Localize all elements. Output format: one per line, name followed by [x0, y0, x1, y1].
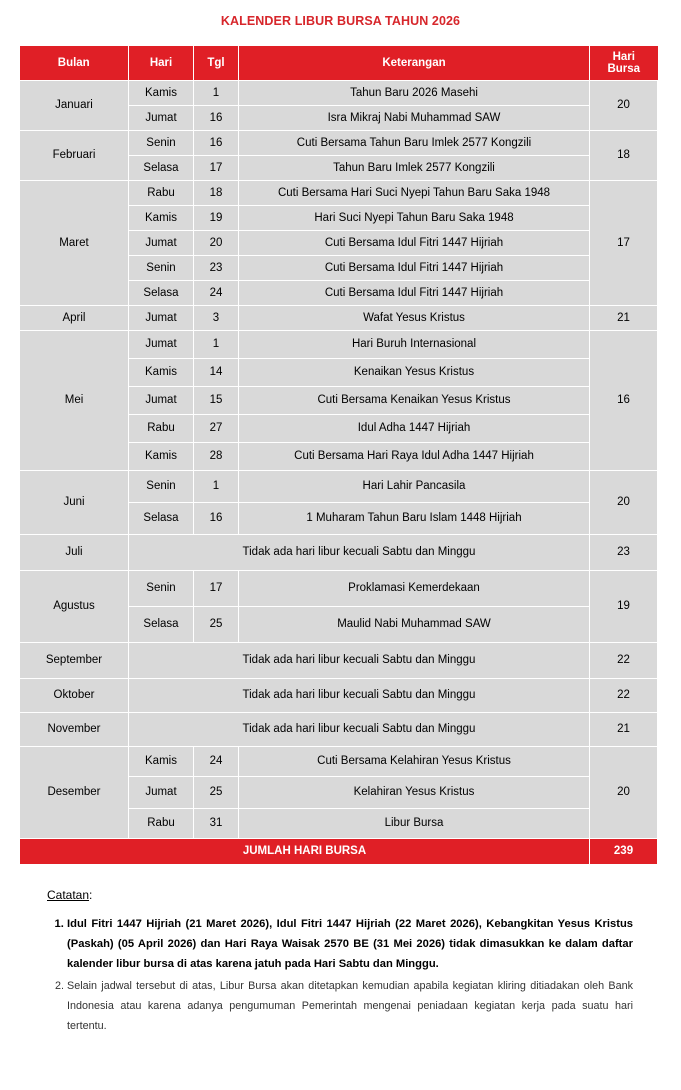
date-cell: 25 — [194, 776, 239, 808]
day-cell: Kamis — [129, 746, 194, 776]
trading-days-cell: 19 — [590, 570, 658, 642]
description-cell: Cuti Bersama Tahun Baru Imlek 2577 Kongzili — [239, 130, 590, 155]
description-cell: Hari Lahir Pancasila — [239, 470, 590, 502]
day-cell: Selasa — [129, 155, 194, 180]
trading-days-cell: 17 — [590, 180, 658, 305]
table-row — [20, 746, 658, 776]
day-cell: Jumat — [129, 305, 194, 330]
date-cell: 18 — [194, 180, 239, 205]
table-row — [20, 330, 658, 358]
trading-days-cell: 22 — [590, 642, 658, 678]
table-header-row — [20, 46, 658, 80]
header-keterangan: Keterangan — [239, 46, 590, 80]
note-item: 1. Idul Fitri 1447 Hijriah (21 Maret 2026), Idul Fitri 1447 Hijriah (22 Maret 2026), Kebangkitan Yesus Kristus (Paskah) (05 April 2026) dan Hari Raya Waisak 2570 BE (31 Mei 2026) tidak dimasukkan ke dalam daftar kalender libur bursa di atas karena jatuh pada Hari Sabtu dan Minggu. — [67, 914, 633, 974]
description-cell: Cuti Bersama Idul Fitri 1447 Hijriah — [239, 280, 590, 305]
total-label: JUMLAH HARI BURSA — [20, 838, 590, 864]
description-cell: Hari Buruh Internasional — [239, 330, 590, 358]
description-cell: Idul Adha 1447 Hijriah — [239, 414, 590, 442]
trading-days-cell: 22 — [590, 678, 658, 712]
description-cell: Kenaikan Yesus Kristus — [239, 358, 590, 386]
day-cell: Jumat — [129, 386, 194, 414]
date-cell: 23 — [194, 255, 239, 280]
description-cell: Cuti Bersama Kenaikan Yesus Kristus — [239, 386, 590, 414]
day-cell: Kamis — [129, 205, 194, 230]
date-cell: 1 — [194, 330, 239, 358]
no-holiday-cell: Tidak ada hari libur kecuali Sabtu dan Minggu — [129, 712, 590, 746]
month-name-cell: Juni — [20, 470, 129, 534]
table-row — [20, 570, 658, 606]
day-cell: Senin — [129, 470, 194, 502]
table-row — [20, 130, 658, 155]
description-cell: Cuti Bersama Kelahiran Yesus Kristus — [239, 746, 590, 776]
day-cell: Kamis — [129, 358, 194, 386]
table-row — [20, 180, 658, 205]
page-title: KALENDER LIBUR BURSA TAHUN 2026 — [220, 14, 461, 28]
description-cell: Proklamasi Kemerdekaan — [239, 570, 590, 606]
table-row — [20, 470, 658, 502]
month-name-cell: Oktober — [20, 678, 129, 712]
date-cell: 17 — [194, 570, 239, 606]
trading-days-cell: 20 — [590, 80, 658, 130]
date-cell: 31 — [194, 808, 239, 838]
date-cell: 19 — [194, 205, 239, 230]
day-cell: Selasa — [129, 606, 194, 642]
total-value: 239 — [590, 838, 658, 864]
month-name-cell: November — [20, 712, 129, 746]
month-name-cell: Agustus — [20, 570, 129, 642]
table-row — [20, 80, 658, 105]
description-cell: Cuti Bersama Idul Fitri 1447 Hijriah — [239, 230, 590, 255]
description-cell: Tahun Baru Imlek 2577 Kongzili — [239, 155, 590, 180]
day-cell: Senin — [129, 570, 194, 606]
day-cell: Selasa — [129, 502, 194, 534]
date-cell: 14 — [194, 358, 239, 386]
date-cell: 20 — [194, 230, 239, 255]
day-cell: Jumat — [129, 776, 194, 808]
day-cell: Rabu — [129, 414, 194, 442]
day-cell: Jumat — [129, 105, 194, 130]
trading-days-cell: 20 — [590, 470, 658, 534]
note-item: 2. Selain jadwal tersebut di atas, Libur Bursa akan ditetapkan kemudian apabila kegiatan kliring ditiadakan oleh Bank Indonesia atau karena adanya pengumuman Pemerintah mengenai peniadaan kegiatan kerja pada suatu hari tertentu. — [67, 976, 633, 1036]
date-cell: 1 — [194, 470, 239, 502]
table-row — [20, 712, 658, 746]
day-cell: Kamis — [129, 442, 194, 470]
date-cell: 24 — [194, 280, 239, 305]
date-cell: 25 — [194, 606, 239, 642]
trading-days-cell: 23 — [590, 534, 658, 570]
description-cell: Wafat Yesus Kristus — [239, 305, 590, 330]
day-cell: Rabu — [129, 808, 194, 838]
month-name-cell: Januari — [20, 80, 129, 130]
trading-days-cell: 20 — [590, 746, 658, 838]
day-cell: Rabu — [129, 180, 194, 205]
month-name-cell: Mei — [20, 330, 129, 470]
date-cell: 24 — [194, 746, 239, 776]
description-cell: 1 Muharam Tahun Baru Islam 1448 Hijriah — [239, 502, 590, 534]
month-name-cell: Desember — [20, 746, 129, 838]
trading-days-cell: 18 — [590, 130, 658, 180]
day-cell: Jumat — [129, 330, 194, 358]
description-cell: Cuti Bersama Hari Suci Nyepi Tahun Baru Saka 1948 — [239, 180, 590, 205]
header-hari-bursa: Hari Bursa — [590, 46, 658, 80]
month-name-cell: April — [20, 305, 129, 330]
table-row — [20, 678, 658, 712]
day-cell: Senin — [129, 130, 194, 155]
date-cell: 16 — [194, 502, 239, 534]
notes-section — [47, 888, 633, 1036]
header-tgl: Tgl — [194, 46, 239, 80]
description-cell: Isra Mikraj Nabi Muhammad SAW — [239, 105, 590, 130]
description-cell: Cuti Bersama Idul Fitri 1447 Hijriah — [239, 255, 590, 280]
table-footer-row — [20, 838, 658, 864]
date-cell: 27 — [194, 414, 239, 442]
day-cell: Senin — [129, 255, 194, 280]
date-cell: 16 — [194, 130, 239, 155]
notes-list — [47, 914, 633, 1036]
header-hari: Hari — [129, 46, 194, 80]
trading-days-cell: 16 — [590, 330, 658, 470]
no-holiday-cell: Tidak ada hari libur kecuali Sabtu dan Minggu — [129, 678, 590, 712]
month-name-cell: Maret — [20, 180, 129, 305]
header-bulan: Bulan — [20, 46, 129, 80]
trading-days-cell: 21 — [590, 305, 658, 330]
month-name-cell: September — [20, 642, 129, 678]
description-cell: Cuti Bersama Hari Raya Idul Adha 1447 Hijriah — [239, 442, 590, 470]
table-row — [20, 642, 658, 678]
table-row — [20, 305, 658, 330]
date-cell: 17 — [194, 155, 239, 180]
description-cell: Kelahiran Yesus Kristus — [239, 776, 590, 808]
day-cell: Kamis — [129, 80, 194, 105]
date-cell: 28 — [194, 442, 239, 470]
table-body — [20, 80, 658, 838]
description-cell: Tahun Baru 2026 Masehi — [239, 80, 590, 105]
date-cell: 16 — [194, 105, 239, 130]
holiday-calendar-table — [19, 46, 658, 865]
date-cell: 3 — [194, 305, 239, 330]
day-cell: Jumat — [129, 230, 194, 255]
table-row — [20, 534, 658, 570]
no-holiday-cell: Tidak ada hari libur kecuali Sabtu dan Minggu — [129, 534, 590, 570]
description-cell: Libur Bursa — [239, 808, 590, 838]
description-cell: Hari Suci Nyepi Tahun Baru Saka 1948 — [239, 205, 590, 230]
no-holiday-cell: Tidak ada hari libur kecuali Sabtu dan Minggu — [129, 642, 590, 678]
trading-days-cell: 21 — [590, 712, 658, 746]
date-cell: 1 — [194, 80, 239, 105]
date-cell: 15 — [194, 386, 239, 414]
month-name-cell: Februari — [20, 130, 129, 180]
month-name-cell: Juli — [20, 534, 129, 570]
notes-title: Catatan: — [47, 888, 93, 902]
description-cell: Maulid Nabi Muhammad SAW — [239, 606, 590, 642]
day-cell: Selasa — [129, 280, 194, 305]
